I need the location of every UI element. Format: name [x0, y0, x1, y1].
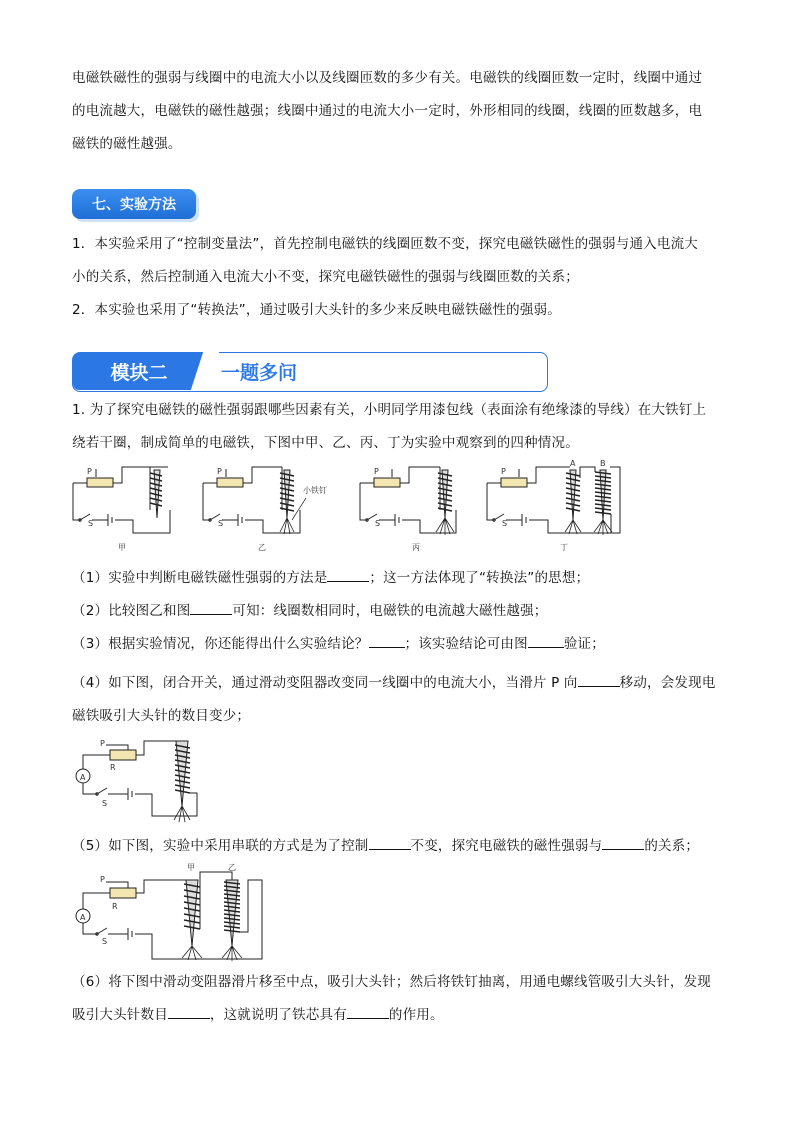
intro-line-1: 电磁铁磁性的强弱与线圈中的电流大小以及线圈匝数的多少有关。电磁铁的线圈匝数一定时，线圈中通过 — [72, 70, 703, 86]
circuit-diagram — [70, 458, 630, 558]
label-b-ding: B — [600, 459, 606, 468]
label-p-yi: P — [217, 467, 222, 476]
label-s-bing: S — [375, 519, 381, 528]
question-4: （4）如下图，闭合开关，通过滑动变阻器改变同一线圈中的电流大小，当滑片 P 向 移动，会发现电 — [72, 667, 724, 700]
section-7-body — [72, 228, 724, 327]
question-intro — [72, 394, 724, 460]
intro-line-3: 磁铁的磁性越强。 — [72, 136, 182, 152]
q5-circuit — [72, 862, 272, 964]
question-2: （2）比较图乙和图 可知：线圈数相同时，电磁铁的电流越大磁性越强； — [72, 595, 724, 628]
questions-1-4 — [72, 562, 724, 733]
question-intro-line-2: 绕若干圈，制成简单的电磁铁，下图中甲、乙、丙、丁为实验中观察到的四种情况。 — [72, 435, 579, 451]
label-s-q4: S — [102, 799, 108, 808]
label-yi: 乙 — [258, 543, 266, 552]
question-5-block — [72, 830, 724, 863]
ammeter-label: A — [80, 773, 86, 782]
q4-circuit-figure — [72, 736, 222, 824]
intro-line-2: 的电流越大，电磁铁的磁性越强；线圈中通过的电流大小一定时，外形相同的线圈，线圈的匝数越多，电 — [72, 103, 703, 119]
module-title: 一题多问 — [221, 362, 298, 384]
ammeter-label-q5: A — [80, 913, 86, 922]
label-small-nail: 小铁钉 — [303, 486, 327, 495]
label-p-q4: P — [100, 739, 105, 748]
question-intro-line-1: 1. 为了探究电磁铁的磁性强弱跟哪些因素有关，小明同学用漆包线（表面涂有绝缘漆的导线）在大铁钉上 — [72, 402, 707, 418]
label-a-ding: A — [570, 459, 576, 468]
label-s-jia: S — [88, 519, 94, 528]
label-p-q5: P — [100, 875, 105, 884]
four-circuits-figure — [70, 458, 630, 558]
question-4-cont: 磁铁吸引大头针的数目变少； — [72, 708, 251, 724]
method-item-2: 2．本实验也采用了“转换法”，通过吸引大头针的多少来反映电磁铁磁性的强弱。 — [72, 302, 561, 318]
module-label: 模块二 — [73, 353, 205, 390]
label-r-q4: R — [110, 763, 116, 772]
question-1: （1）实验中判断电磁铁磁性强弱的方法是 ；这一方法体现了“转换法”的思想； — [72, 562, 724, 595]
label-ding: 丁 — [560, 543, 568, 552]
label-r-q5: R — [112, 902, 118, 911]
module-header — [72, 352, 548, 392]
method-item-1-line-2: 小的关系，然后控制通入电流大小不变，探究电磁铁磁性的强弱与线圈匝数的关系； — [72, 269, 579, 285]
q4-circuit — [72, 736, 222, 824]
question-6-line-1: （6）将下图中滑动变阻器滑片移至中点，吸引大头针；然后将铁钉抽离，用通电螺线管吸引大头针，发现 — [72, 974, 711, 990]
label-s-q5: S — [102, 937, 108, 946]
label-p-bing: P — [374, 467, 379, 476]
label-p-ding: P — [501, 467, 506, 476]
question-6-block — [72, 966, 724, 1032]
method-item-1-line-1: 1．本实验采用了“控制变量法”，首先控制电磁铁的线圈匝数不变，探究电磁铁磁性的强弱与通入电流大 — [72, 236, 698, 252]
q5-circuit-figure — [72, 862, 272, 964]
label-jia: 甲 — [118, 543, 126, 552]
label-p-jia: P — [87, 467, 92, 476]
section-7-badge: 七、实验方法 — [72, 189, 196, 219]
question-5: （5）如下图，实验中采用串联的方式是为了控制 不变，探究电磁铁的磁性强弱与 的关系； — [72, 830, 724, 863]
intro-paragraph — [72, 62, 724, 161]
label-jia-q5: 甲 — [187, 863, 195, 872]
label-bing: 丙 — [412, 543, 420, 552]
label-s-yi: S — [218, 519, 224, 528]
label-yi-q5: 乙 — [228, 863, 236, 872]
question-6-line-2: 吸引大头针数目 ，这就说明了铁芯具有 的作用。 — [72, 999, 724, 1032]
question-3: （3）根据实验情况，你还能得出什么实验结论？ ；该实验结论可由图 验证； — [72, 628, 724, 661]
label-s-ding: S — [502, 519, 508, 528]
